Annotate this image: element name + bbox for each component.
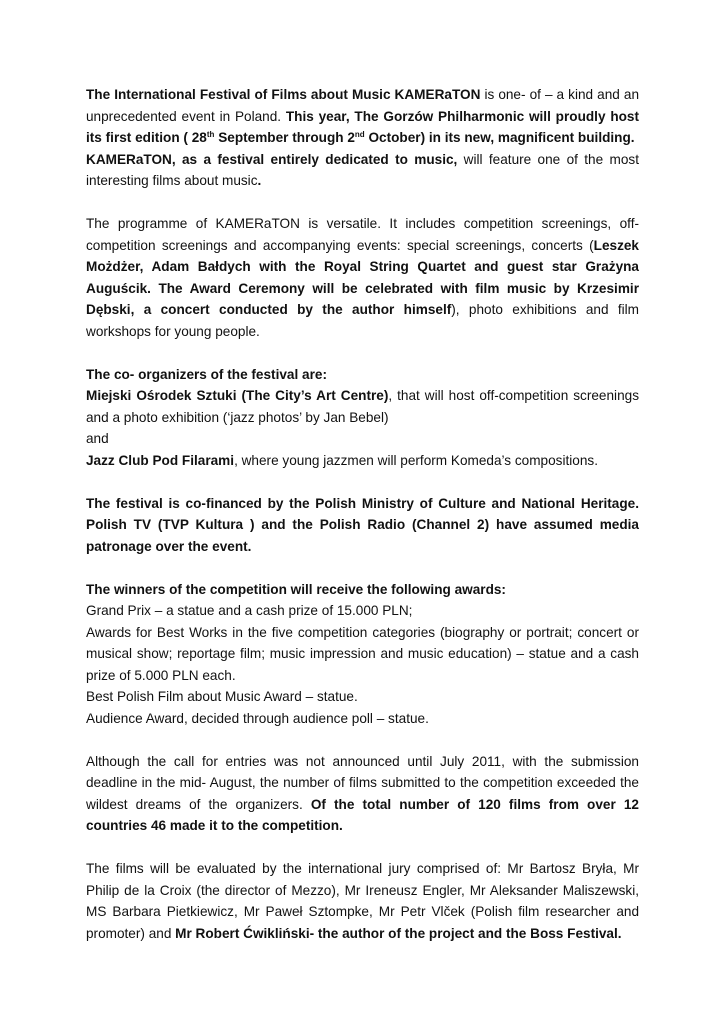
jury-paragraph [86, 858, 639, 944]
concert-details: Leszek Możdżer, Adam Bałdych with the Royal String Quartet and guest star Grażyna Auguścik. The Award Ceremony will be celebrated with film music by Krzesimir Dębski, a concert conducted by the author himself [86, 237, 639, 317]
awards-heading: The winners of the competition will receive the following awards: [86, 581, 506, 597]
organizers-paragraph [86, 364, 639, 472]
award-best-works: Awards for Best Works in the five competition categories (biography or portrait; concert or musical show; reportage film; music impression and music education) – statue and a cash prize of 5.000 PLN each. [86, 624, 639, 683]
financing-text: The festival is co-financed by the Polish Ministry of Culture and National Heritage. Polish TV (TVP Kultura ) and the Polish Radio (Channel 2) have assumed media patronage over the event. [86, 495, 639, 554]
organizer-1-name: Miejski Ośrodek Sztuki (The City’s Art Centre) [86, 388, 389, 403]
award-best-polish-film: Best Polish Film about Music Award – statue. [86, 689, 358, 704]
organizer-2-name: Jazz Club Pod Filarami [86, 452, 235, 468]
organizers-heading: The co- organizers of the festival are: [86, 366, 327, 382]
programme-text: The programme of KAMERaTON is versatile. It includes competition screenings, off-competition screenings and accompanying events: special screenings, concerts ( [86, 216, 639, 253]
submissions-text: Although the call for entries was not announced until July 2011, with the submission deadline in the mid- August, the number of films submitted to the competition exceeded the wildest dreams of the organizers. [86, 753, 639, 812]
awards-paragraph [86, 579, 639, 730]
organizers-and: and [86, 431, 109, 446]
submissions-stats: Of the total number of 120 films from over 12 countries 46 made it to the competition. [86, 796, 639, 833]
intro-text: is one- of – a kind and an unprecedented event in Poland. [86, 87, 639, 124]
date-suffix-nd: nd [354, 130, 365, 139]
intro-paragraph: The International Festival of Films about Music KAMERaTON is one- of – a kind and an unprecedented event in Poland. This year, The Gorzów Philharmonic will proudly host its first edition ( 28th September through 2nd October) in its new, magnificent building. KAMERaTON, as a festival entirely dedicated to music, will feature one of the most interesting films about music. [86, 87, 640, 188]
organizer-1-text: , that will host off-competition screenings and a photo exhibition (‘jazz photos’ by Jan Bebel) [86, 388, 639, 425]
award-grand-prix: Grand Prix – a statue and a cash prize of 15.000 PLN; [86, 603, 413, 618]
jury-text: The films will be evaluated by the international jury comprised of: Mr Bartosz Bryła, Mr Philip de la Croix (the director of Mezzo), Mr Ireneusz Engler, Mr Aleksander Maliszewski, MS Barbara Pietkiewicz, Mr Paweł Sztompke, Mr Petr Vlček (Polish film researcher and promoter) and [86, 861, 639, 941]
festival-dedication: KAMERaTON, as a festival entirely dedicated to music, [86, 151, 458, 167]
date-suffix-th: th [206, 130, 215, 139]
host-announcement: This year, The Gorzów Philharmonic will proudly host its first edition ( 28th September through 2nd October) in its new, magnificent building. [86, 108, 640, 145]
document-body [86, 84, 639, 944]
award-audience: Audience Award, decided through audience poll – statue. [86, 710, 429, 726]
festival-feature: will feature one of the most interesting films about music [86, 151, 639, 188]
programme-text-end: ), photo exhibitions and film workshops for young people. [86, 302, 639, 339]
programme-paragraph [86, 213, 639, 342]
jury-author: Mr Robert Ćwikliński- the author of the project and the Boss Festival. [175, 925, 622, 941]
organizer-2-text: , where young jazzmen will perform Komeda’s compositions. [234, 452, 598, 468]
festival-name: The International Festival of Films about Music KAMERaTON [86, 87, 481, 102]
submissions-paragraph [86, 751, 639, 837]
financing-paragraph [86, 493, 639, 558]
